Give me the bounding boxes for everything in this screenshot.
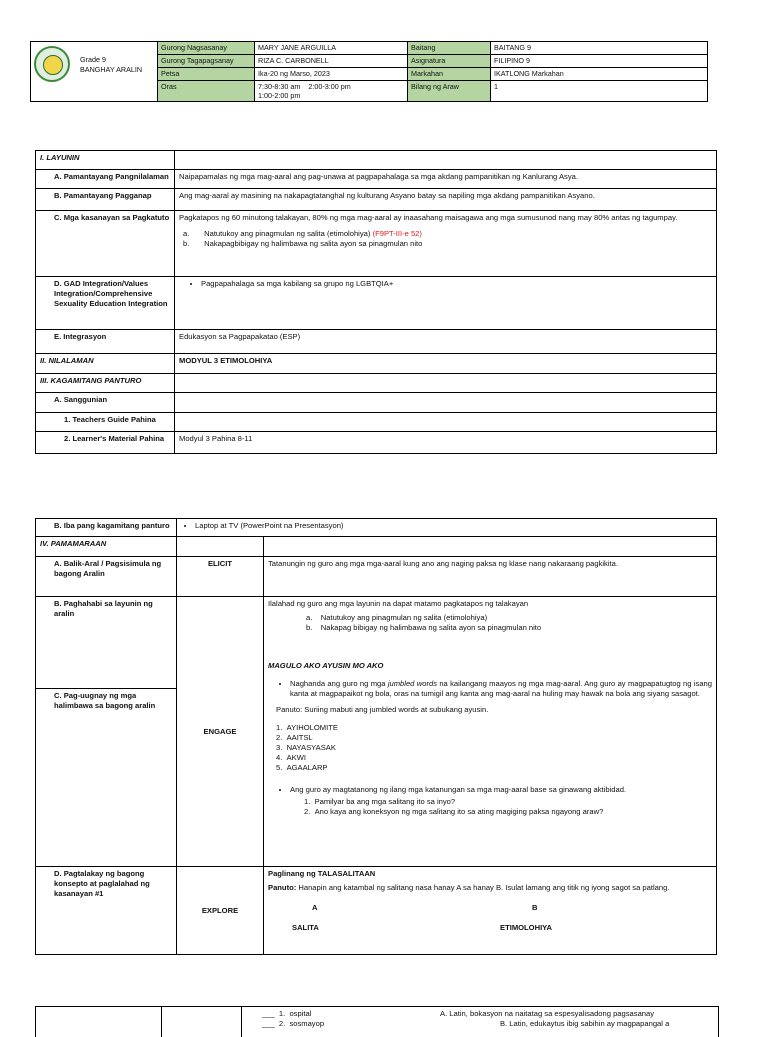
row-label: 1. Teachers Guide Pahina <box>36 413 175 432</box>
header-value: BAITANG 9 <box>491 42 708 55</box>
header-label: Gurong Tagapagsanay <box>158 55 255 68</box>
list-item: • Laptop at TV (PowerPoint na Presentasyon) <box>195 521 712 531</box>
b-a-text: Natutukoy ang pinagmulan ng salita (etimolohiya) <box>320 613 488 622</box>
row-text: Naipapamalas ng mga mag-aaral ang pag-unawa at pagpapahalaga sa mga akdang pampanitikan ng Kanlurang Asya. <box>175 170 717 189</box>
bullet-text: Naghanda ang guro ng mga <box>290 679 388 688</box>
list-item: 1. AYIHOLOMITE <box>276 723 338 732</box>
game-title: MAGULO AKO AYUSIN MO AKO <box>268 661 384 670</box>
b-text: Ilalahad ng guro ang mga layunin na dapat matamo pagkatapos ng talakayan <box>268 599 529 608</box>
column-b-letter: B <box>532 903 538 912</box>
question-list <box>268 797 712 817</box>
columns-header <box>268 899 712 933</box>
phase-label: EXPLORE <box>177 867 264 955</box>
list-item: • Ang guro ay magtatanong ng ilang mga katanungan sa mga mag-aaral base sa ginawang aktibidad. <box>290 785 712 795</box>
engage-bullets <box>268 679 712 699</box>
objectives-table <box>35 150 717 454</box>
procedure-table <box>35 518 717 955</box>
question-text: Ano kaya ang koneksyon ng mga salitang ito sa ating magiging paksa ngayong araw? <box>314 807 604 816</box>
header-label: Bilang ng Araw <box>408 81 491 102</box>
list-item: 2. AAITSL <box>276 733 313 742</box>
row-label: A. Sanggunian <box>36 393 175 413</box>
c-list <box>179 229 712 249</box>
header-label: Baitang <box>408 42 491 55</box>
matching-item: ___ 1. ospital <box>262 1009 312 1018</box>
header-value: 1 <box>491 81 708 102</box>
jumbled-word: NAYASYASAK <box>286 743 336 752</box>
row-text: Ang mag-aaral ay masining na nakapagtatanghal ng kulturang Asyano batay sa napiling mga akdang pampanitikan Asyano. <box>175 189 717 211</box>
question-text: Pamilyar ba ang mga salitang ito sa inyo? <box>314 797 456 806</box>
header-table <box>30 41 708 102</box>
time-line: 1:00-2:00 pm <box>258 91 301 100</box>
list-item: • Pagpapahalaga sa mga kabilang sa grupo ng LGBTQIA+ <box>201 279 712 289</box>
jumbled-word: AGAALARP <box>286 763 328 772</box>
empty-cell <box>177 537 264 557</box>
matching-choice: B. Latin, edukaytus ibig sabihin ay magpapangal a <box>500 1019 670 1028</box>
row-label: B. Paghahabi sa layunin ng aralin <box>36 597 177 689</box>
time-line: 7:30-8:30 am 2:00-3:00 pm <box>258 82 351 91</box>
c-text: Pagkatapos ng 60 minutong talakayan, 80% ng mga mag-aaral ay inaasahang maisagawa ang mga sumusunod nang may 80% antas ng tagumpay. <box>179 213 678 222</box>
panuto2-text: Hanapin ang katambal ng salitang nasa hanay A sa hanay B. Isulat lamang ang titik ng iyong sagot sa patlang. <box>296 883 670 892</box>
word-list <box>268 723 712 773</box>
header-label: Petsa <box>158 68 255 81</box>
list-item: 4. AKWI <box>276 753 306 762</box>
row-label: A. Balik-Aral / Pagsisimula ng bagong Aralin <box>36 557 177 597</box>
matching-table <box>35 1006 719 1037</box>
list-item <box>290 679 712 699</box>
logo-cell <box>31 42 158 102</box>
bullet-emphasis: jumbled words <box>387 679 437 688</box>
empty-cell <box>175 393 717 413</box>
list-item: 5. AGAALARP <box>276 763 328 772</box>
row-text: Edukasyon sa Pagpapakatao (ESP) <box>175 330 717 354</box>
row-text: Modyul 3 Pahina 8-11 <box>175 432 717 454</box>
explore-content <box>264 867 717 955</box>
header-value: FILIPINO 9 <box>491 55 708 68</box>
paglinang-title: Paglinang ng TALASALITAAN <box>268 869 376 878</box>
column-a-name: SALITA <box>292 923 319 932</box>
list-item: a. Natutukoy ang pinagmulan ng salita (etimolohiya) <box>306 613 488 622</box>
competency-code: (F9PT-III-e 52) <box>372 229 422 238</box>
row-label: D. GAD Integration/Values Integration/Comprehensive Sexuality Education Integration <box>36 277 175 330</box>
jumbled-word: AYIHOLOMITE <box>286 723 338 732</box>
section-heading: I. LAYUNIN <box>36 151 175 170</box>
empty-cell <box>175 374 717 393</box>
header-label: Oras <box>158 81 255 102</box>
divider <box>241 1007 242 1037</box>
column-a-letter: A <box>312 903 318 912</box>
header-label: Gurong Nagsasanay <box>158 42 255 55</box>
section-heading: III. KAGAMITANG PANTURO <box>36 374 175 393</box>
row-text: MODYUL 3 ETIMOLOHIYA <box>175 354 717 374</box>
c-a-text: Natutukoy ang pinagmulan ng salita (etimolohiya) <box>204 229 371 238</box>
doc-type-label: BANGHAY ARALIN <box>80 65 143 74</box>
row-label: B. Iba pang kagamitang panturo <box>36 519 177 537</box>
bullet-text: na kailangang maayos ng mga mag-aaral. Ang guro ay magpapatugtog ng isang kanta at magpapaikot ng bola, oras na tumigil ang kanta ang mag-aaral na huling may hawak na bola ang siyang sasagot. <box>290 679 712 698</box>
section-heading: II. NILALAMAN <box>36 354 175 374</box>
list-item: b. Nakapagbibigay ng halimbawa ng salita ayon sa pinagmulan nito <box>183 239 423 248</box>
panuto-label: Panuto: <box>268 883 297 892</box>
row-text: Tatanungin ng guro ang mga mga-aaral kung ano ang naging paksa ng klase nang nakaraang pagkikita. <box>264 557 717 597</box>
header-value: IKATLONG Markahan <box>491 68 708 81</box>
jumbled-word: AKWI <box>286 753 306 762</box>
list-item: 1. Pamilyar ba ang mga salitang ito sa inyo? <box>304 797 456 806</box>
divider <box>161 1007 162 1037</box>
b-list <box>268 613 712 633</box>
header-value <box>255 81 408 102</box>
header-value: Ika-20 ng Marso, 2023 <box>255 68 408 81</box>
empty-cell <box>175 413 717 432</box>
row-label: C. Pag-uugnay ng mga halimbawa sa bagong aralin <box>36 689 177 867</box>
panuto-text: Panuto: Suriing mabuti ang jumbled words at subukang ayusin. <box>276 705 489 714</box>
header-value: MARY JANE ARGUILLA <box>255 42 408 55</box>
row-label: E. Integrasyon <box>36 330 175 354</box>
matching-item: ___ 2. sosmayop <box>262 1019 325 1028</box>
row-label: B. Pamantayang Pagganap <box>36 189 175 211</box>
question-bullets <box>268 785 712 795</box>
b-b-text: Nakapag bibigay ng halimbawa ng salita ayon sa pinagmulan nito <box>320 623 542 632</box>
list-item: b. Nakapag bibigay ng halimbawa ng salita ayon sa pinagmulan nito <box>306 623 542 632</box>
list-item: 2. Ano kaya ang koneksyon ng mga salitang ito sa ating magiging paksa ngayong araw? <box>304 807 604 816</box>
empty-cell <box>175 151 717 170</box>
header-label: Asignatura <box>408 55 491 68</box>
section-heading: IV. PAMAMARAAN <box>36 537 177 557</box>
row-text <box>175 277 717 330</box>
row-label: 2. Learner's Material Pahina <box>36 432 175 454</box>
c-b-text: Nakapagbibigay ng halimbawa ng salita ayon sa pinagmulan nito <box>204 239 423 248</box>
row-text <box>175 211 717 277</box>
grade-label: Grade 9 <box>80 55 106 64</box>
matching-choice: A. Latin, bokasyon na naitatag sa espesyalisadong pagsasanay <box>440 1009 655 1018</box>
empty-cell <box>264 537 717 557</box>
row-label: A. Pamantayang Pangnilalaman <box>36 170 175 189</box>
jumbled-word: AAITSL <box>286 733 313 742</box>
phase-label: ELICIT <box>177 557 264 597</box>
engage-content <box>264 597 717 867</box>
row-text <box>177 519 717 537</box>
header-value: RIZA C. CARBONELL <box>255 55 408 68</box>
column-b-name: ETIMOLOHIYA <box>500 923 553 932</box>
phase-label: ENGAGE <box>177 597 264 867</box>
row-label: C. Mga kasanayan sa Pagkatuto <box>36 211 175 277</box>
header-label: Markahan <box>408 68 491 81</box>
list-item: a. Natutukoy ang pinagmulan ng salita (etimolohiya) (F9PT-III-e 52) <box>183 229 422 238</box>
list-item: 3. NAYASYASAK <box>276 743 336 752</box>
row-label: D. Pagtalakay ng bagong konsepto at paglalahad ng kasanayan #1 <box>36 867 177 955</box>
panuto2 <box>268 883 712 893</box>
